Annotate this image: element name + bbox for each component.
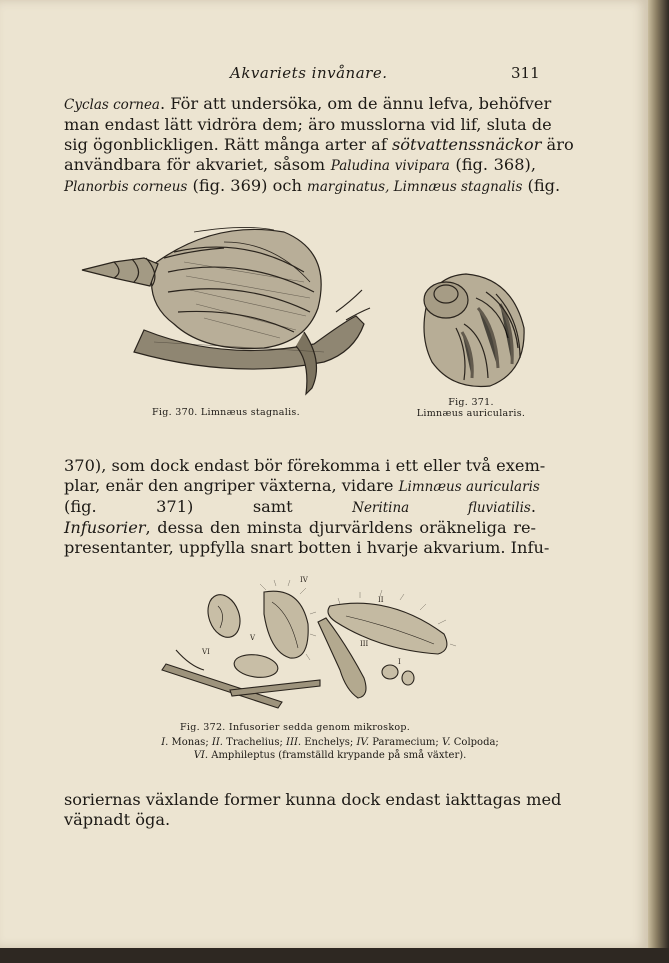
species-name: marginatus, Limnæus stagnalis: [307, 179, 523, 195]
plant-stem-2: [230, 680, 320, 696]
legend-text: Amphileptus (framställd krypande på små växter).: [208, 750, 467, 761]
figure-370-caption: Fig. 370. Limnæus stagnalis.: [152, 407, 300, 418]
figure-372-legend-line-1: [100, 736, 560, 749]
text-run: presentanter, uppfylla snart botten i hvarje akvarium. Infu-: [64, 538, 550, 557]
text-run: (fig. 371) samt: [64, 497, 353, 516]
paragraph3-line: [64, 810, 536, 830]
paragraph-conclusion: [64, 790, 562, 830]
text-run: plar, enär den angriper växterna, vidare: [64, 476, 399, 495]
species-name: Limnæus auricularis: [398, 479, 540, 495]
paragraph3-line: [64, 790, 562, 810]
legend-text: Monas;: [168, 737, 212, 748]
figure-372-infusoria-illustration: [160, 574, 460, 714]
figure-370-snail-illustration: [74, 212, 374, 402]
label-ii: II: [378, 596, 384, 604]
paragraph1-line: [64, 115, 552, 135]
paragraph1-line: [64, 135, 574, 155]
species-name: Neritina fluviatilis: [352, 500, 531, 516]
infusorian-monas-2: [402, 671, 414, 685]
text-run: sig ögonblickligen. Rätt många arter af: [64, 135, 392, 154]
label-iii: III: [360, 640, 369, 648]
infusorian-paramecium-small: [264, 591, 308, 658]
text-run: (fig.: [522, 176, 561, 195]
paragraph2-line: [64, 518, 536, 538]
paragraph2-line: [64, 497, 536, 518]
figure-372-legend-line-2: [100, 749, 560, 762]
figure-371-caption: [412, 397, 530, 419]
species-name: Cyclas cornea: [64, 97, 160, 113]
legend-numeral: V.: [441, 737, 451, 748]
legend-numeral: I.: [161, 737, 169, 748]
infusorian-colpoda: [202, 590, 245, 642]
text-run: soriernas växlande former kunna dock endast iakttagas med: [64, 790, 562, 809]
infusorian-monas-1: [382, 665, 398, 679]
figure-371-caption-number: Fig. 371.: [448, 397, 494, 408]
legend-text: Enchelys;: [301, 737, 357, 748]
emphasis-text: Infusorier: [64, 518, 146, 537]
legend-text: Paramecium;: [369, 737, 442, 748]
paragraph-snails: [64, 94, 574, 197]
text-run: man endast lätt vidröra dem; äro musslorna vid lif, sluta de: [64, 115, 552, 134]
text-run: (fig. 368),: [449, 155, 536, 174]
paragraph2-line: [64, 476, 540, 497]
text-run: 370), som dock endast bör förekomma i ett eller två exem-: [64, 456, 546, 475]
legend-numeral: II.: [211, 737, 223, 748]
paragraph-infusoria: [64, 456, 550, 558]
figure-372-legend: [100, 736, 560, 762]
legend-text: Trachelius;: [222, 737, 287, 748]
scan-bottom-margin: [0, 948, 669, 963]
text-run: (fig. 369) och: [187, 176, 308, 195]
paragraph1-line: [64, 176, 561, 197]
text-run: . För att undersöka, om de ännu lefva, behöfver: [159, 94, 552, 113]
species-name: Planorbis corneus: [64, 179, 188, 195]
book-edge: [648, 0, 669, 963]
paragraph2-line: [64, 456, 546, 476]
text-run: .: [530, 497, 536, 516]
snail-370-drawing: [82, 227, 370, 394]
label-vi: VI: [202, 648, 210, 656]
label-iv: IV: [300, 576, 308, 584]
plant-stem-3: [176, 650, 204, 670]
paragraph1-line: [64, 94, 552, 115]
text-run: väpnadt öga.: [64, 810, 171, 829]
legend-text: Colpoda;: [450, 737, 499, 748]
species-name: Paludina vivipara: [330, 158, 450, 174]
label-i: I: [398, 658, 401, 666]
emphasis-text: sötvattenssnäckor: [391, 135, 542, 154]
text-run: , dessa den minsta djurvärldens oräkneliga re-: [145, 518, 536, 537]
paragraph2-line: [64, 538, 550, 558]
label-v: V: [250, 634, 256, 642]
figure-371-shell-illustration: [416, 268, 528, 392]
text-run: användbara för akvariet, såsom: [64, 155, 331, 174]
figure-372-caption: Fig. 372. Infusorier sedda genom mikroskop.: [180, 722, 411, 733]
text-run: äro: [541, 135, 574, 154]
legend-numeral: VI.: [193, 750, 209, 761]
legend-numeral: IV.: [356, 737, 370, 748]
figure-371-caption-name: Limnæus auricularis.: [416, 408, 526, 419]
running-title: Akvariets invånare.: [230, 64, 388, 82]
legend-numeral: III.: [286, 737, 302, 748]
page-number: 311: [511, 64, 540, 82]
infusorian-amphileptus: [233, 652, 280, 680]
paragraph1-line: [64, 155, 536, 176]
